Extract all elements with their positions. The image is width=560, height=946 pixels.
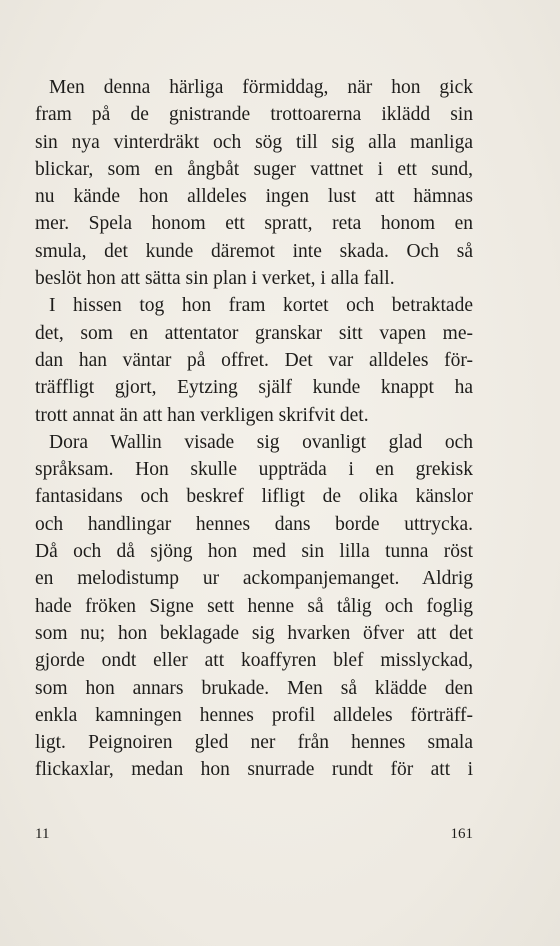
text-line: hade fröken Signe sett henne så tålig och foglig: [35, 595, 473, 617]
page-number: 161: [450, 826, 473, 842]
text-line: som hon annars brukade. Men så klädde den: [35, 677, 473, 699]
text-line: flickaxlar, medan hon snurrade rundt för att i: [35, 759, 473, 781]
text-line: nu kände hon alldeles ingen lust att hämnas: [35, 186, 473, 208]
text-line: smula, det kunde däremot inte skada. Och så: [35, 240, 473, 262]
body-text: [35, 74, 473, 784]
text-line: fantasidans och beskref lifligt de olika känslor: [35, 486, 473, 508]
text-line: språksam. Hon skulle uppträda i en grekisk: [35, 459, 473, 481]
text-line: som nu; hon beklagade sig hvarken öfver att det: [35, 622, 473, 644]
text-line: beslöt hon att sätta sin plan i verket, i alla fall.: [35, 268, 395, 290]
text-line: det, som en attentator granskar sitt vapen me-: [35, 322, 473, 344]
text-line: ligt. Peignoiren gled ner från hennes smala: [35, 732, 473, 754]
text-line: Dora Wallin visade sig ovanligt glad och: [49, 431, 473, 453]
text-line: sin nya vinterdräkt och sög till sig alla manliga: [35, 131, 473, 153]
text-line: träffligt gjort, Eytzing själf kunde knappt ha: [35, 377, 473, 399]
text-line: Men denna härliga förmiddag, när hon gick: [49, 77, 473, 98]
text-line: blickar, som en ångbåt suger vattnet i ett sund,: [35, 158, 473, 180]
text-line: enkla kamningen hennes profil alldeles förträff-: [35, 704, 473, 726]
signature-mark: 11: [35, 826, 50, 842]
text-line: fram på de gnistrande trottoarerna iklädd sin: [35, 104, 473, 126]
text-line: Då och då sjöng hon med sin lilla tunna röst: [35, 541, 473, 563]
text-line: gjorde ondt eller att koaffyren blef misslyckad,: [35, 650, 473, 672]
text-line: dan han väntar på offret. Det var alldeles för-: [35, 349, 473, 371]
page-footer: [35, 826, 473, 850]
text-line: en melodistump ur ackompanjemanget. Aldrig: [35, 568, 473, 590]
text-line: och handlingar hennes dans borde uttrycka.: [35, 513, 473, 535]
text-line: trott annat än att han verkligen skrifvit det.: [35, 404, 369, 426]
text-line: mer. Spela honom ett spratt, reta honom en: [35, 213, 473, 235]
text-line: I hissen tog hon fram kortet och betraktade: [49, 295, 473, 317]
